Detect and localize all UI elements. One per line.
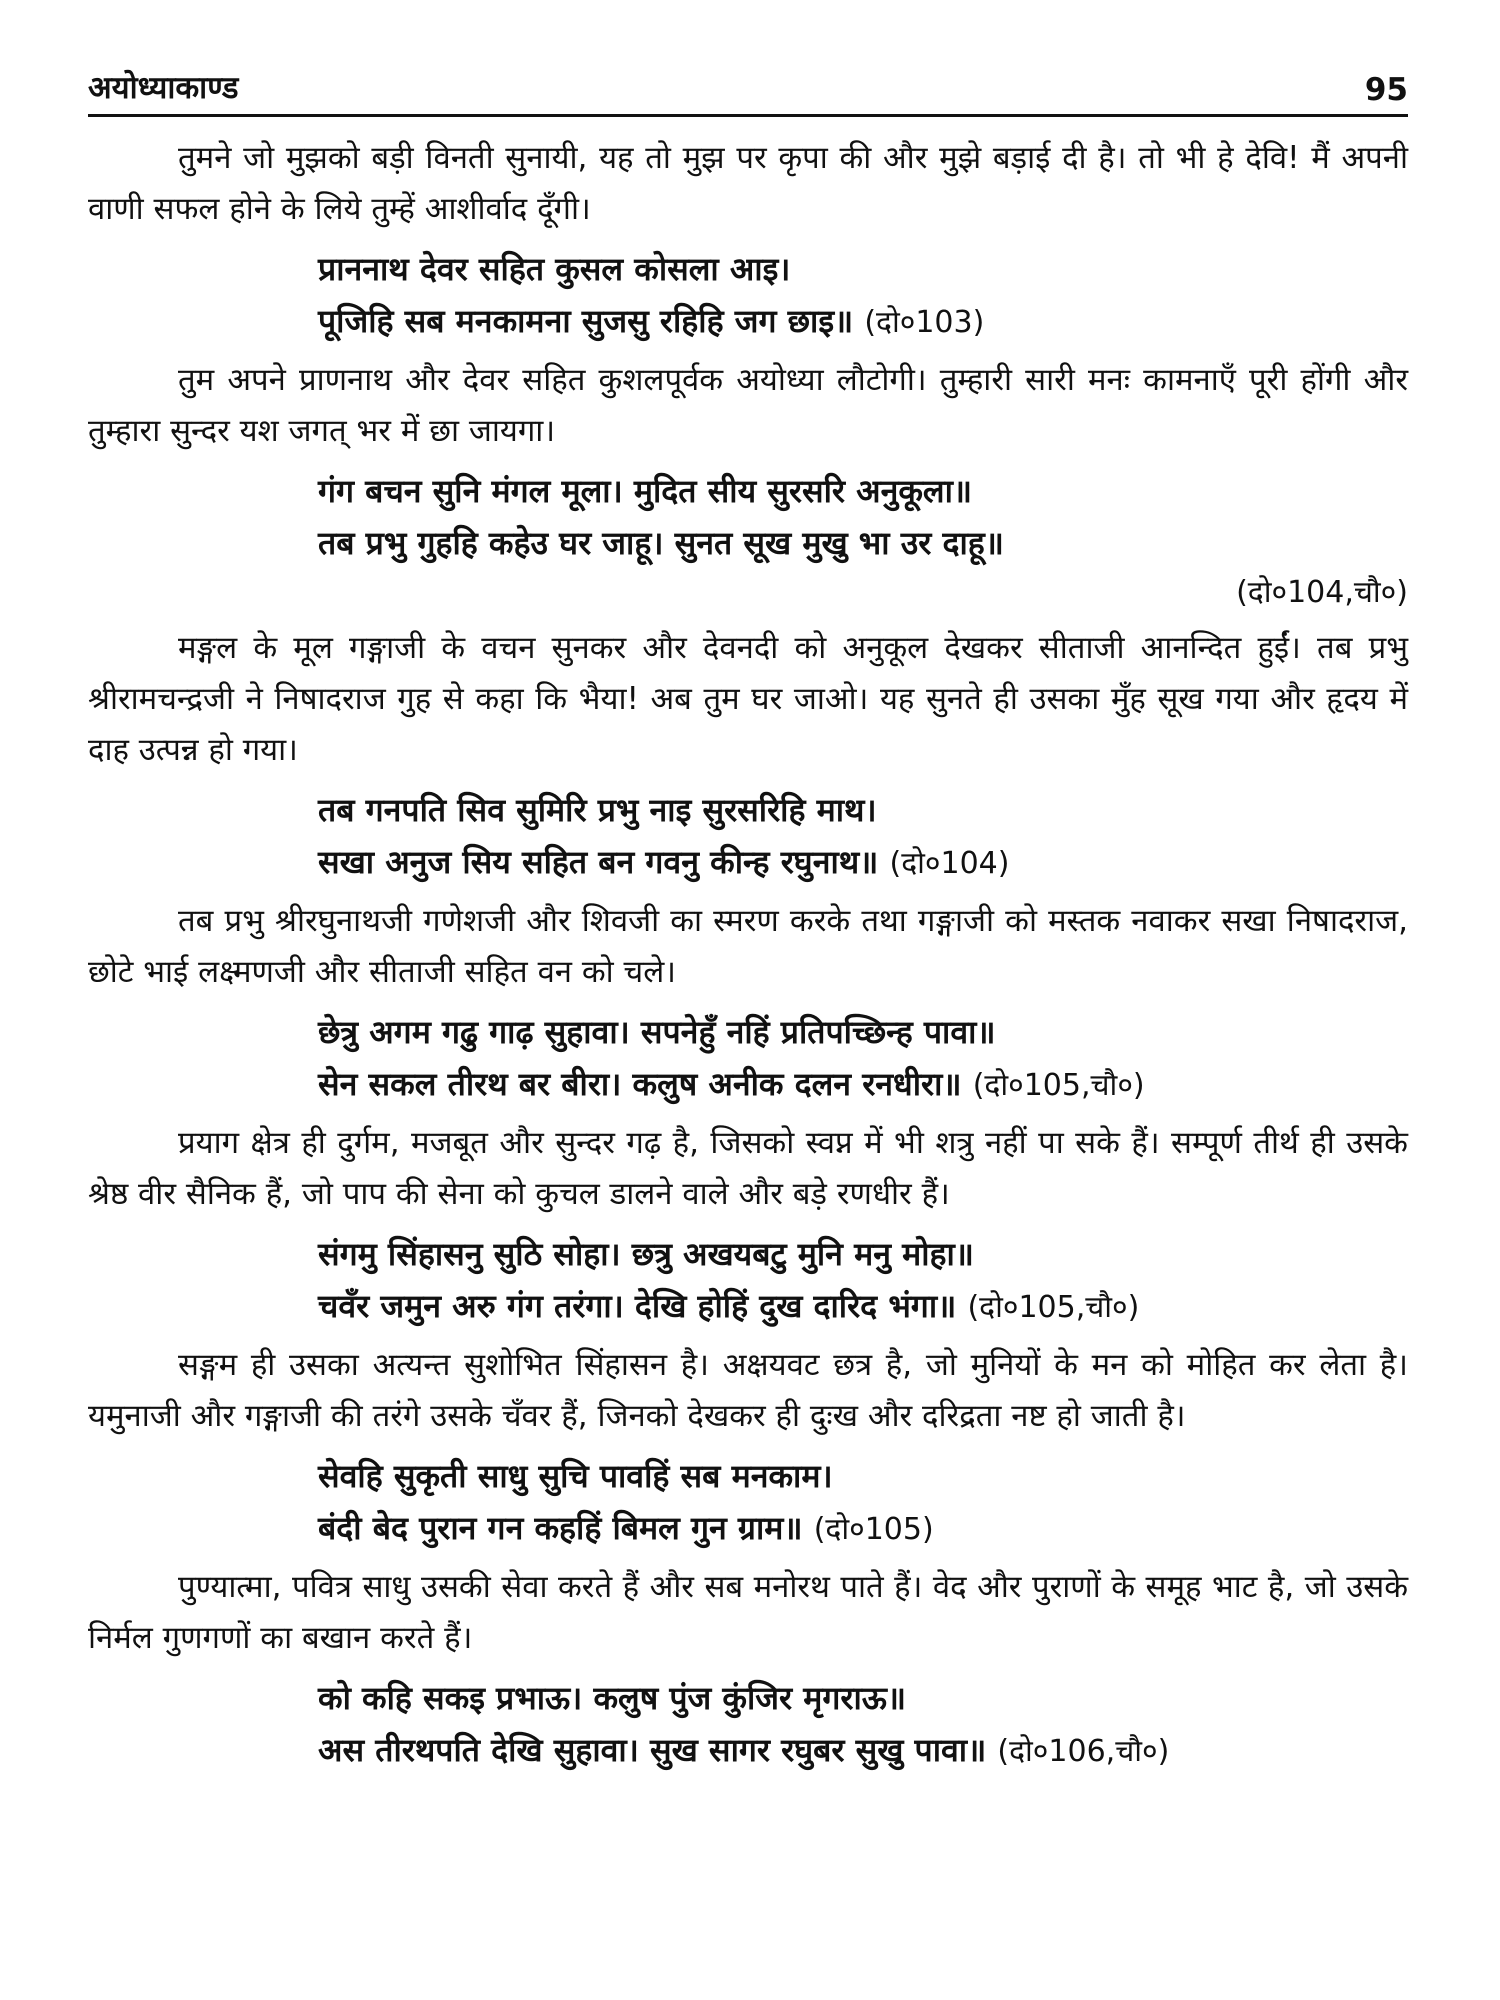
verse-line: संगमु सिंहासनु सुठि सोहा। छत्रु अखयबटु मुनि मनु मोहा॥: [318, 1235, 974, 1273]
verse-text: पूजिहि सब मनकामना सुजसु रहिहि जग छाइ॥: [318, 302, 854, 340]
paragraph-3: मङ्गल के मूल गङ्गाजी के वचन सुनकर और देवनदी को अनुकूल देखकर सीताजी आनन्दित हुईं। तब प्रभु श्रीरामचन्द्रजी ने निषादराज गुह से कहा कि भैया! अब तुम घर जाओ। यह सुनते ही उसका मुँह सूख गया और हृदय में दाह उत्पन्न हो गया।: [88, 630, 1408, 768]
verse-reference: (दो०106,चौ०): [997, 1734, 1170, 1769]
verse-reference: (दो०105,चौ०): [967, 1290, 1140, 1325]
verse-line: [318, 1280, 1408, 1334]
verse-6: [88, 1450, 1408, 1556]
verse-line: तब गनपति सिव सुमिरि प्रभु नाइ सुरसरिहि माथ।: [318, 791, 877, 829]
verse-text: चवँर जमुन अरु गंग तरंगा। देखि होहिं दुख दारिद भंगा॥: [318, 1287, 957, 1325]
verse-line: सेवहि सुकृती साधु सुचि पावहिं सब मनकाम।: [318, 1457, 833, 1495]
verse-2: [88, 465, 1408, 569]
verse-line: को कहि सकइ प्रभाऊ। कलुष पुंज कुंजिर मृगराऊ॥: [318, 1679, 907, 1717]
verse-line: [318, 295, 1408, 349]
verse-text: बंदी बेद पुरान गन कहहिं बिमल गुन ग्राम॥: [318, 1509, 803, 1547]
verse-reference: (दो०105): [813, 1512, 934, 1547]
verse-reference: (दो०104): [889, 846, 1010, 881]
verse-text: सखा अनुज सिय सहित बन गवनु कीन्ह रघुनाथ॥: [318, 843, 879, 881]
verse-reference: (दो०103): [864, 305, 985, 340]
verse-line: [318, 836, 1408, 890]
verse-line: [318, 1058, 1408, 1112]
page-content: [88, 117, 1408, 1778]
verse-reference: (दो०105,चौ०): [972, 1068, 1145, 1103]
verse-line: [318, 1502, 1408, 1556]
page-header: [88, 62, 1408, 117]
paragraph-2: तुम अपने प्राणनाथ और देवर सहित कुशलपूर्वक अयोध्या लौटोगी। तुम्हारी सारी मनः कामनाएँ पूरी होंगी और तुम्हारा सुन्दर यश जगत् भर में छा जायगा।: [88, 362, 1408, 449]
verse-reference: (दो०104,चौ०): [1236, 575, 1408, 610]
verse-5: [88, 1228, 1408, 1334]
paragraph-1: तुमने जो मुझको बड़ी विनती सुनायी, यह तो मुझ पर कृपा की और मुझे बड़ाई दी है। तो भी हे देवि! मैं अपनी वाणी सफल होने के लिये तुम्हें आशीर्वाद दूँगी।: [88, 140, 1408, 227]
page-number: 95: [1364, 72, 1408, 108]
verse-line: [318, 1724, 1408, 1778]
verse-3: [88, 784, 1408, 890]
verse-line: तब प्रभु गुहहि कहेउ घर जाहू। सुनत सूख मुखु भा उर दाहू॥: [318, 524, 1004, 562]
verse-4: [88, 1006, 1408, 1112]
verse-7: [88, 1672, 1408, 1778]
chapter-title: अयोध्याकाण्ड: [88, 70, 239, 106]
verse-1: [88, 243, 1408, 349]
verse-line: छेत्रु अगम गढु गाढ़ सुहावा। सपनेहुँ नहिं प्रतिपच्छिन्ह पावा॥: [318, 1013, 996, 1051]
paragraph-7: पुण्यात्मा, पवित्र साधु उसकी सेवा करते हैं और सब मनोरथ पाते हैं। वेद और पुराणों के समूह भाट है, जो उसके निर्मल गुणगणों का बखान करते हैं।: [88, 1569, 1408, 1656]
paragraph-4: तब प्रभु श्रीरघुनाथजी गणेशजी और शिवजी का स्मरण करके तथा गङ्गाजी को मस्तक नवाकर सखा निषादराज, छोटे भाई लक्ष्मणजी और सीताजी सहित वन को चले।: [88, 903, 1408, 990]
verse-text: सेन सकल तीरथ बर बीरा। कलुष अनीक दलन रनधीरा॥: [318, 1065, 962, 1103]
paragraph-6: सङ्गम ही उसका अत्यन्त सुशोभित सिंहासन है। अक्षयवट छत्र है, जो मुनियों के मन को मोहित कर लेता है। यमुनाजी और गङ्गाजी की तरंगे उसके चँवर हैं, जिनको देखकर ही दुःख और दरिद्रता नष्ट हो जाती है।: [88, 1347, 1408, 1434]
verse-line: प्राननाथ देवर सहित कुसल कोसला आइ।: [318, 250, 791, 288]
paragraph-5: प्रयाग क्षेत्र ही दुर्गम, मजबूत और सुन्दर गढ़ है, जिसको स्वप्न में भी शत्रु नहीं पा सके हैं। सम्पूर्ण तीर्थ ही उसके श्रेष्ठ वीर सैनिक हैं, जो पाप की सेना को कुचल डालने वाले और बड़े रणधीर हैं।: [88, 1125, 1408, 1212]
verse-text: अस तीरथपति देखि सुहावा। सुख सागर रघुबर सुखु पावा॥: [318, 1731, 987, 1769]
verse-line: गंग बचन सुनि मंगल मूला। मुदित सीय सुरसरि अनुकूला॥: [318, 472, 973, 510]
